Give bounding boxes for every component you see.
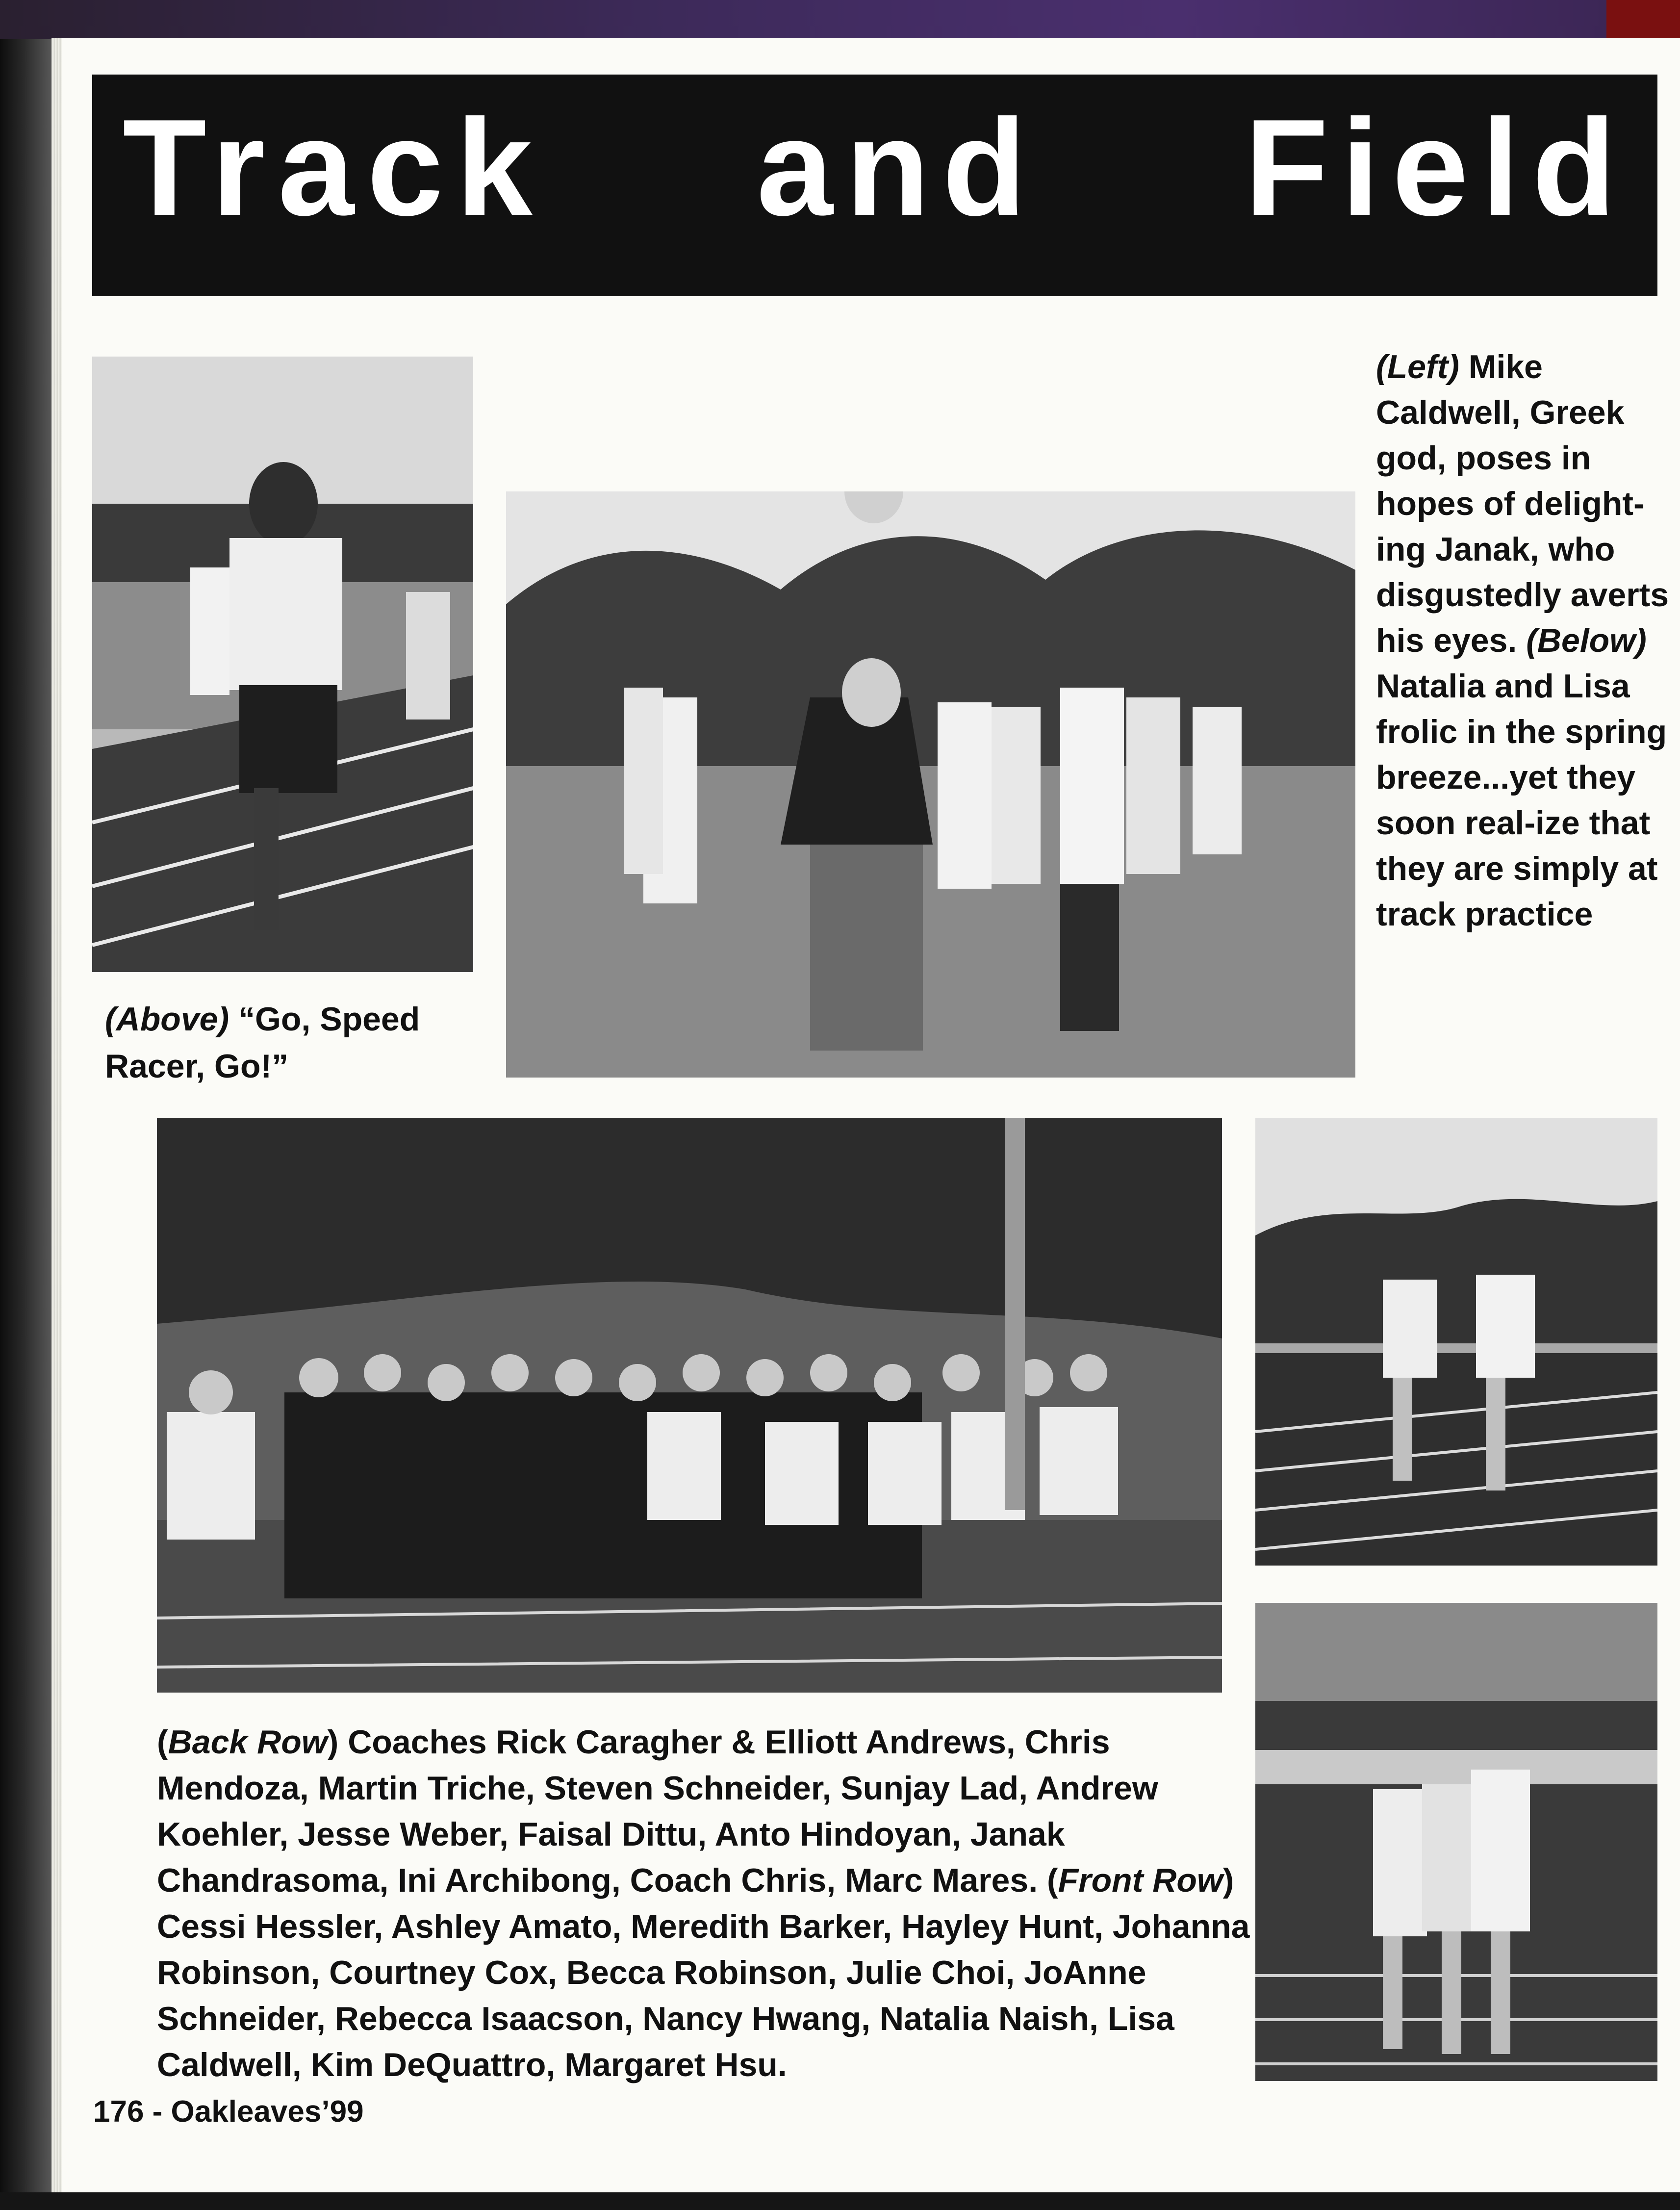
roster-front-row-names: ) Cessi Hessler, Ashley Amato, Meredith Barker, Hayley Hunt, Johanna Robinson, Courtney Cox, Becca Robinson, Julie Choi, JoAnne Schneider, Rebecca Isaacson, Nancy Hwang, Natalia Naish, Lisa Caldwell, Kim DeQuattro, Margaret Hsu. — [157, 1862, 1250, 2083]
caption-label-above: (Above) — [105, 1001, 229, 1038]
binding-top — [0, 0, 1680, 39]
book-spine — [0, 39, 54, 2210]
caption-label-below: (Below) — [1526, 622, 1647, 659]
team-group-image — [157, 1118, 1222, 1693]
frolic-photo — [1255, 1118, 1657, 1566]
runner-above-photo — [92, 357, 473, 972]
caption-text-greek-god: Mike Caldwell, Greek god, poses in hopes of delight-ing Janak, who disgustedly averts his eyes. — [1376, 348, 1669, 659]
frolic-image — [1255, 1118, 1657, 1566]
greek-god-image — [506, 491, 1355, 1078]
roster-front-row-label: Front Row — [1058, 1862, 1223, 1899]
track-practice-photo — [1255, 1603, 1657, 2081]
team-group-photo — [157, 1118, 1222, 1693]
roster-open-paren: ( — [157, 1723, 168, 1761]
title-banner — [92, 75, 1657, 296]
title-word-track: Track — [123, 91, 545, 244]
roster-caption — [157, 1719, 1265, 2088]
greek-god-photo — [506, 491, 1355, 1078]
roster-back-row-names: ) Coaches Rick Caragher & Elliott Andrews, Chris Mendoza, Martin Triche, Steven Schneider, Sunjay Lad, Andrew Koehler, Jesse Weber, Faisal Dittu, Anto Hindoyan, Janak Chandrasoma, Ini Archibong, Coach Chris, Marc Mares. ( — [157, 1723, 1158, 1899]
roster-back-row-label: Back Row — [168, 1723, 328, 1761]
greek-god-caption — [1376, 344, 1670, 937]
title-word-and: and — [757, 91, 1039, 244]
caption-label-left: (Left) — [1376, 348, 1459, 385]
track-practice-image — [1255, 1603, 1657, 2081]
binding-red-tab — [1606, 0, 1680, 44]
runner-above-image — [92, 357, 473, 972]
caption-text-speed-racer: “Go, Speed Racer, Go!” — [105, 1001, 420, 1085]
page-folio: 176 - Oakleaves’99 — [93, 2095, 364, 2129]
page-edges — [51, 38, 62, 2196]
bottom-shadow — [0, 2192, 1680, 2210]
caption-text-frolic: Natalia and Lisa frolic in the spring breeze...yet they soon real-ize that they are simply at track practice — [1376, 668, 1667, 933]
title-word-field: Field — [1245, 91, 1629, 244]
above-caption — [105, 996, 478, 1090]
